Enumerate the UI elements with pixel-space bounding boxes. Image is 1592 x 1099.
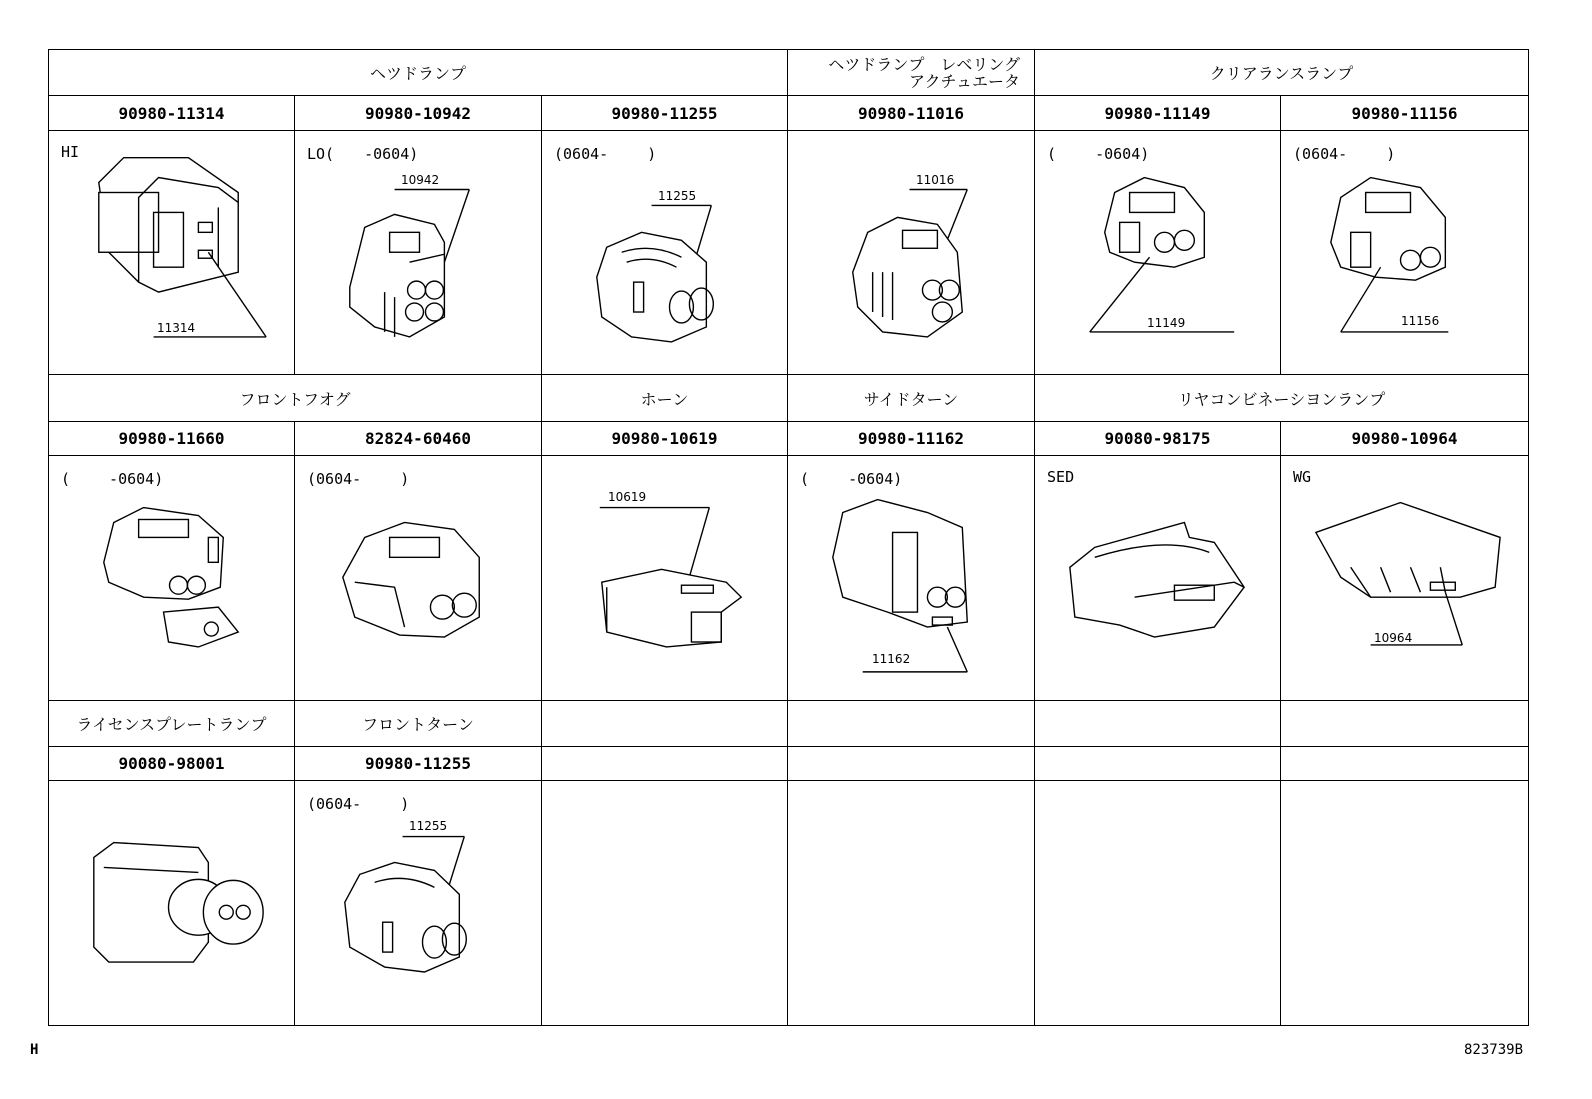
header-horn: ホーン [542, 375, 788, 421]
connector-cell [542, 456, 788, 701]
connector-cell [49, 456, 295, 701]
empty-cell [1035, 700, 1281, 746]
callout-label: 10619 [608, 490, 647, 505]
connector-cell [49, 130, 295, 375]
connector-cell [788, 456, 1035, 701]
connector-cell [542, 130, 788, 375]
callout-label: 11162 [872, 652, 911, 667]
callout-label: 10964 [1374, 631, 1413, 646]
variant-note: HI [61, 142, 80, 161]
connector-drawing [788, 131, 1034, 375]
variant-note: ( -0604) [1047, 144, 1150, 163]
empty-cell [542, 700, 788, 746]
variant-note: (0604- ) [307, 795, 410, 814]
empty-cell [1035, 747, 1281, 781]
variant-note: SED [1047, 468, 1075, 487]
connector-drawing [542, 131, 787, 375]
header-clearance-lamp: クリアランスランプ [1035, 50, 1529, 96]
header-headlamp: ヘツドランプ [49, 50, 788, 96]
variant-note: (0604- ) [307, 470, 410, 489]
part-number: 90980-11016 [788, 96, 1035, 130]
header-front-fog: フロントフオグ [49, 375, 542, 421]
part-number: 90980-10942 [295, 96, 542, 130]
callout-underline [49, 131, 294, 375]
connector-cell [1281, 456, 1529, 701]
connector-cell [1035, 456, 1281, 701]
connector-drawing [1035, 131, 1280, 375]
part-number: 90980-11162 [788, 421, 1035, 455]
part-number: 90980-11255 [295, 747, 542, 781]
part-number: 90980-10619 [542, 421, 788, 455]
part-number: 90980-10964 [1281, 421, 1529, 455]
footer-drawing-number: 823739B [1464, 1042, 1524, 1058]
callout-label: 10942 [401, 172, 440, 187]
part-number: 90980-11149 [1035, 96, 1281, 130]
connector-cell [295, 130, 542, 375]
variant-note: (0604- ) [1293, 144, 1396, 163]
connector-cell [49, 781, 295, 1026]
empty-cell [788, 700, 1035, 746]
connector-drawing [1035, 456, 1280, 700]
part-number: 90080-98175 [1035, 421, 1281, 455]
connector-drawing [295, 456, 541, 700]
empty-cell [542, 747, 788, 781]
callout-label: 11255 [409, 819, 448, 834]
part-number: 90080-98001 [49, 747, 295, 781]
part-number: 90980-11156 [1281, 96, 1529, 130]
part-number: 90980-11255 [542, 96, 788, 130]
callout-label: 11255 [658, 188, 697, 203]
empty-cell [1281, 781, 1529, 1026]
header-side-turn: サイドターン [788, 375, 1035, 421]
connector-cell [1035, 130, 1281, 375]
empty-cell [788, 781, 1035, 1026]
connector-drawing [1281, 131, 1528, 375]
callout-label: 11149 [1147, 315, 1186, 330]
empty-cell [1281, 700, 1529, 746]
connector-drawing [295, 131, 541, 375]
connector-table [48, 49, 1529, 1026]
header-front-turn: フロントターン [295, 700, 542, 746]
header-rear-combination-lamp: リヤコンビネーシヨンランプ [1035, 375, 1529, 421]
connector-drawing [295, 781, 541, 1025]
connector-drawing [49, 781, 294, 1025]
empty-cell [788, 747, 1035, 781]
connector-drawing [1281, 456, 1528, 700]
variant-note: (0604- ) [554, 144, 657, 163]
header-headlamp-leveling-actuator: ヘツドランプ レベリング アクチュエータ [788, 50, 1035, 96]
connector-cell [1281, 130, 1529, 375]
connector-cell [295, 456, 542, 701]
connector-drawing [542, 456, 787, 700]
footer-code-left: H [30, 1042, 39, 1058]
empty-cell [1281, 747, 1529, 781]
part-number: 90980-11660 [49, 421, 295, 455]
empty-cell [1035, 781, 1281, 1026]
connector-cell [788, 130, 1035, 375]
part-number: 82824-60460 [295, 421, 542, 455]
variant-note: ( -0604) [61, 470, 164, 489]
callout-label: 11314 [157, 320, 196, 335]
header-license-plate-lamp: ライセンスプレートランプ [49, 700, 295, 746]
variant-note: LO( -0604) [307, 144, 419, 163]
variant-note: ( -0604) [800, 470, 903, 489]
connector-drawing [788, 456, 1034, 700]
variant-note: WG [1293, 468, 1312, 487]
callout-label: 11016 [916, 172, 955, 187]
part-number: 90980-11314 [49, 96, 295, 130]
empty-cell [542, 781, 788, 1026]
connector-drawing [49, 456, 294, 700]
connector-cell [295, 781, 542, 1026]
callout-label: 11156 [1401, 313, 1440, 328]
